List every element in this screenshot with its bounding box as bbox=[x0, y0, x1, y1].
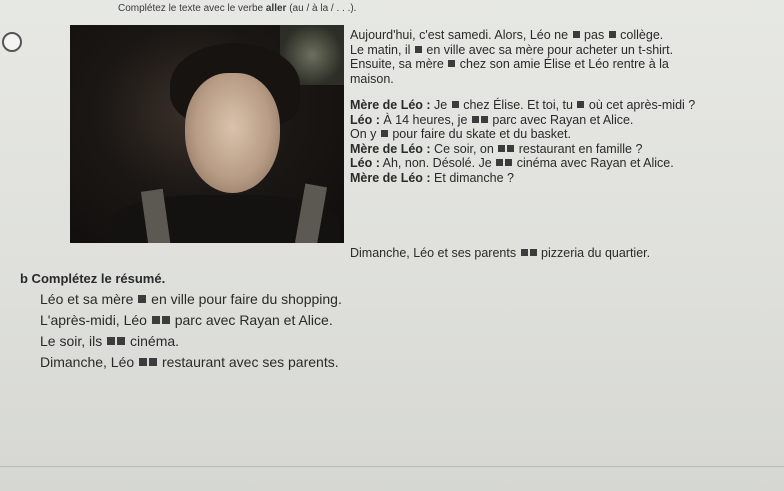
dialog-line bbox=[350, 98, 780, 113]
text-fragment: Ensuite, sa mère bbox=[350, 57, 448, 71]
blank-box bbox=[609, 31, 616, 38]
summary-line bbox=[20, 289, 342, 310]
text-fragment: cinéma avec Rayan et Alice. bbox=[513, 156, 674, 170]
blank-box bbox=[139, 358, 147, 366]
speaker-label: Léo : bbox=[350, 112, 380, 127]
blank-box bbox=[381, 130, 388, 137]
blank-box bbox=[577, 101, 584, 108]
blank-box bbox=[138, 295, 146, 303]
intro-line bbox=[350, 57, 780, 72]
text-fragment: Léo et sa mère bbox=[40, 291, 138, 307]
text-fragment: en ville pour faire du shopping. bbox=[147, 291, 342, 307]
text-fragment: pizzeria du quartier. bbox=[537, 246, 651, 260]
blank-box bbox=[415, 46, 422, 53]
text-fragment: pas bbox=[580, 28, 608, 42]
blank-box bbox=[472, 116, 479, 123]
blank-box bbox=[507, 145, 514, 152]
text-fragment: Dimanche, Léo bbox=[40, 354, 139, 370]
text-fragment: Ah, non. Désolé. Je bbox=[379, 156, 496, 170]
blank-box bbox=[505, 159, 512, 166]
summary-line bbox=[20, 352, 342, 373]
blank-box bbox=[152, 316, 160, 324]
summary-line bbox=[20, 310, 342, 331]
text-fragment: À 14 heures, je bbox=[379, 112, 471, 127]
blank-box bbox=[498, 145, 505, 152]
text-fragment: parc avec Rayan et Alice. bbox=[488, 112, 634, 127]
text-fragment: où cet après-midi ? bbox=[585, 98, 696, 112]
dialog-line bbox=[350, 127, 780, 142]
intro-line bbox=[350, 72, 780, 87]
text-fragment: Je bbox=[430, 98, 451, 112]
blank-box bbox=[448, 60, 455, 67]
dialog-line bbox=[350, 156, 780, 171]
blank-box bbox=[452, 101, 459, 108]
sunday-sentence bbox=[350, 246, 650, 260]
text-fragment: maison. bbox=[350, 71, 394, 86]
text-fragment: restaurant avec ses parents. bbox=[158, 354, 339, 370]
speaker-label: Mère de Léo : bbox=[350, 170, 431, 185]
speaker-label: Léo : bbox=[350, 156, 380, 170]
bullet-circle bbox=[2, 32, 22, 52]
section-b-heading: b Complétez le résumé. bbox=[20, 271, 166, 286]
blank-box bbox=[521, 249, 528, 256]
blank-box bbox=[107, 337, 115, 345]
text-fragment: L'après-midi, Léo bbox=[40, 312, 151, 328]
blank-box bbox=[162, 316, 170, 324]
blank-box bbox=[530, 249, 537, 256]
text-fragment: collège. bbox=[616, 28, 664, 42]
dialog-line bbox=[350, 171, 780, 186]
text-fragment: Dimanche, Léo et ses parents bbox=[350, 246, 520, 260]
text-fragment: Ce soir, on bbox=[430, 141, 498, 156]
text-fragment: On y bbox=[350, 127, 380, 141]
blank-box bbox=[573, 31, 580, 38]
text-fragment: chez Élise. Et toi, tu bbox=[459, 98, 577, 112]
blank-box bbox=[117, 337, 125, 345]
page-divider bbox=[0, 466, 784, 467]
text-fragment: chez son amie Élise et Léo rentre à la bbox=[456, 57, 669, 71]
section-b bbox=[20, 268, 342, 373]
summary-line bbox=[20, 331, 342, 352]
intro-line bbox=[350, 28, 780, 43]
speaker-label: Mère de Léo : bbox=[350, 98, 431, 112]
speaker-label: Mère de Léo : bbox=[350, 141, 431, 156]
dialog-line bbox=[350, 113, 780, 128]
text-fragment: parc avec Rayan et Alice. bbox=[170, 312, 333, 328]
blank-box bbox=[496, 159, 503, 166]
blank-box bbox=[149, 358, 157, 366]
dialog-line bbox=[350, 142, 780, 157]
text-fragment: Et dimanche ? bbox=[430, 170, 514, 185]
text-fragment: restaurant en famille ? bbox=[515, 141, 643, 156]
intro-line bbox=[350, 43, 780, 58]
text-fragment: cinéma. bbox=[126, 333, 180, 349]
dialog-text bbox=[350, 28, 780, 185]
text-fragment: pour faire du skate et du basket. bbox=[388, 127, 571, 141]
text-fragment: Aujourd'hui, c'est samedi. Alors, Léo ne bbox=[350, 28, 572, 42]
blank-box bbox=[481, 116, 488, 123]
text-fragment: Le matin, il bbox=[350, 42, 414, 57]
text-fragment: en ville avec sa mère pour acheter un t-shirt. bbox=[422, 42, 674, 57]
photo-smiling-teen bbox=[70, 25, 344, 243]
text-fragment: Le soir, ils bbox=[40, 333, 107, 349]
exercise-instruction: Complétez le texte avec le verbe aller (au / à la / . . .). bbox=[118, 3, 357, 14]
